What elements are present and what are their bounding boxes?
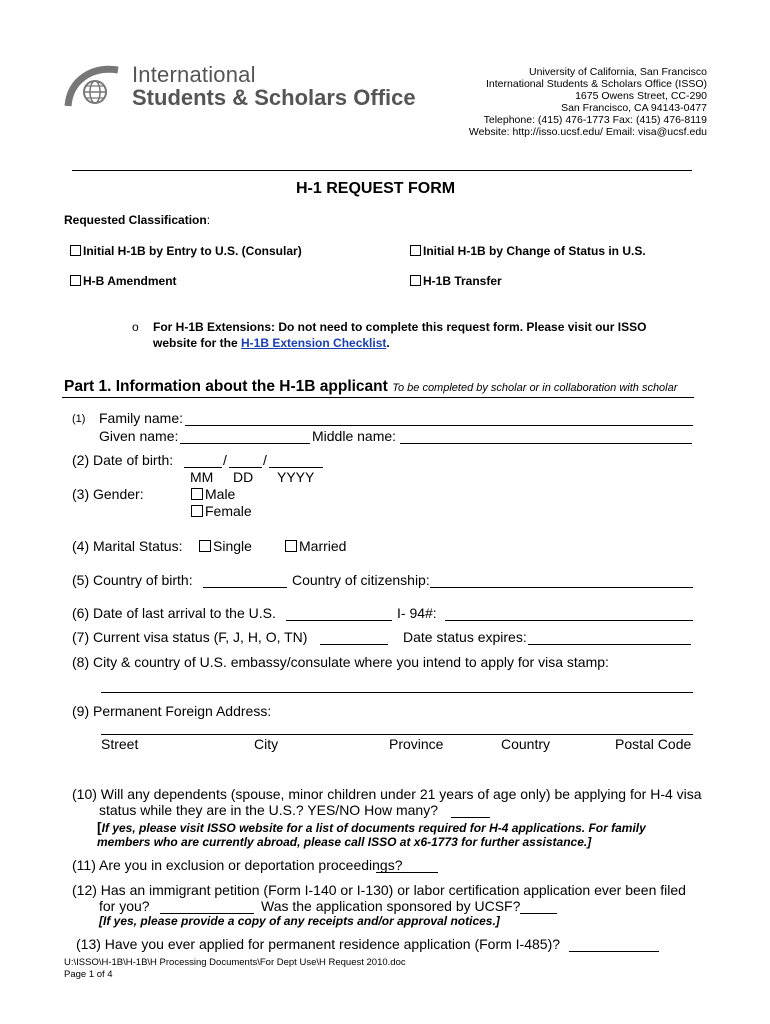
- family-name-field[interactable]: [185, 412, 693, 426]
- part1-note: To be completed by scholar or in collaboration with scholar: [392, 382, 678, 394]
- i94-label: I- 94#:: [397, 605, 437, 621]
- dob-label: (2) Date of birth:: [72, 452, 174, 468]
- middle-name-label: Middle name:: [312, 428, 397, 444]
- address-line: University of California, San Francisco: [529, 66, 707, 78]
- q10-note-line2: members who are currently abroad, please call ISSO at x6-1773 for further assistance.]: [97, 835, 592, 849]
- q10-note-line1: [If yes, please visit ISSO website for a list of documents required for H-4 applications. For family: [97, 819, 646, 835]
- extension-checklist-link[interactable]: H-1B Extension Checklist: [241, 336, 387, 350]
- q13-field[interactable]: [569, 938, 659, 952]
- dob-mm-label: MM: [190, 469, 214, 485]
- isso-logo: [62, 60, 416, 110]
- q12-for-you: for you?: [99, 898, 150, 914]
- middle-name-field[interactable]: [400, 430, 692, 444]
- dob-dd-label: DD: [233, 469, 254, 485]
- q12-line1: (12) Has an immigrant petition (Form I-140 or I-130) or labor certification application ever been filed: [72, 882, 686, 898]
- q12-sponsored: Was the application sponsored by UCSF?: [261, 898, 521, 914]
- requested-classification-label: Requested Classification:: [64, 213, 211, 227]
- q11-field[interactable]: [376, 859, 438, 873]
- address-line: Telephone: (415) 476-1773 Fax: (415) 476-8119: [483, 114, 707, 126]
- foreign-address-label: (9) Permanent Foreign Address:: [72, 703, 272, 719]
- marital-status-label: (4) Marital Status:: [72, 538, 183, 554]
- given-name-field[interactable]: [180, 430, 310, 444]
- form-title: H-1 REQUEST FORM: [296, 180, 456, 197]
- footer-page: Page 1 of 4: [64, 969, 113, 980]
- option-change-status[interactable]: Initial H-1B by Change of Status in U.S.: [410, 244, 646, 258]
- address-line: International Students & Scholars Office (ISSO): [486, 78, 707, 90]
- checkbox[interactable]: [285, 540, 297, 552]
- gender-male[interactable]: Male: [191, 486, 235, 502]
- visa-status-field[interactable]: [320, 631, 388, 645]
- checkbox[interactable]: [191, 488, 203, 500]
- dob-mm-field[interactable]: [184, 454, 222, 468]
- globe-logo-icon: [62, 60, 126, 110]
- gender-label: (3) Gender:: [72, 486, 144, 502]
- q1-num: (1): [72, 413, 86, 425]
- address-province-label: Province: [389, 736, 444, 752]
- address-line: Website: http://isso.ucsf.edu/ Email: visa@ucsf.edu: [468, 126, 707, 138]
- given-name-label: Given name:: [99, 428, 179, 444]
- dob-slash-2: /: [263, 452, 267, 468]
- family-name-label: Family name:: [99, 410, 184, 426]
- option-transfer[interactable]: H-1B Transfer: [410, 274, 502, 288]
- visa-status-label: (7) Current visa status (F, J, H, O, TN): [72, 629, 308, 645]
- i94-field[interactable]: [445, 607, 693, 621]
- q13-label: (13) Have you ever applied for permanent residence application (Form I-485)?: [76, 936, 561, 952]
- option-amendment[interactable]: H-B Amendment: [70, 274, 177, 288]
- birth-country-label: (5) Country of birth:: [72, 572, 193, 588]
- address-street-label: Street: [101, 736, 139, 752]
- address-line: 1675 Owens Street, CC-290: [575, 90, 707, 102]
- dependents-count-field[interactable]: [451, 804, 490, 818]
- checkbox[interactable]: [199, 540, 211, 552]
- dob-yyyy-label: YYYY: [277, 469, 315, 485]
- q12-filed-field[interactable]: [160, 900, 254, 914]
- dob-slash-1: /: [223, 452, 227, 468]
- checkbox[interactable]: [70, 245, 81, 256]
- logo-line-1: International: [132, 62, 256, 87]
- extension-bullet: o: [132, 320, 139, 334]
- q10-line2: status while they are in the U.S.? YES/NO How many?: [99, 802, 439, 818]
- extension-note-line1: For H-1B Extensions: Do not need to complete this request form. Please visit our ISSO: [153, 320, 647, 334]
- citizenship-field[interactable]: [430, 574, 693, 588]
- arrival-date-label: (6) Date of last arrival to the U.S.: [72, 605, 276, 621]
- marital-married[interactable]: Married: [285, 538, 346, 554]
- address-postal-label: Postal Code: [615, 736, 692, 752]
- part1-heading: Part 1. Information about the H-1B applicant To be completed by scholar or in collaboration with scholar: [64, 378, 678, 395]
- marital-single[interactable]: Single: [199, 538, 252, 554]
- q12-note: [If yes, please provide a copy of any receipts and/or approval notices.]: [99, 914, 500, 928]
- citizenship-label: Country of citizenship:: [292, 572, 430, 588]
- logo-line-2: Students & Scholars Office: [132, 85, 416, 110]
- arrival-date-field[interactable]: [286, 607, 392, 621]
- birth-country-field[interactable]: [203, 574, 287, 588]
- address-city-label: City: [254, 736, 279, 752]
- option-consular[interactable]: Initial H-1B by Entry to U.S. (Consular): [70, 244, 302, 258]
- address-line: San Francisco, CA 94143-0477: [561, 102, 707, 114]
- q12-sponsored-field[interactable]: [520, 900, 557, 914]
- extension-note-line2: website for the H-1B Extension Checklist.: [153, 336, 390, 350]
- part1-divider: [62, 397, 694, 398]
- gender-female[interactable]: Female: [191, 503, 252, 519]
- checkbox[interactable]: [410, 245, 421, 256]
- address-block: [469, 66, 707, 138]
- status-expires-label: Date status expires:: [403, 629, 527, 645]
- embassy-field[interactable]: [101, 692, 693, 693]
- q10-line1: (10) Will any dependents (spouse, minor children under 21 years of age only) be applying for H-4 visa: [72, 786, 702, 802]
- q11-label: (11) Are you in exclusion or deportation proceedings?: [72, 857, 403, 873]
- footer-path: U:\ISSO\H-1B\H-1B\H Processing Documents\For Dept Use\H Request 2010.doc: [64, 957, 406, 968]
- status-expires-field[interactable]: [528, 631, 691, 645]
- embassy-label: (8) City & country of U.S. embassy/consulate where you intend to apply for visa stamp:: [72, 654, 609, 670]
- checkbox[interactable]: [70, 275, 81, 286]
- address-country-label: Country: [501, 736, 551, 752]
- foreign-address-field[interactable]: [101, 734, 693, 735]
- checkbox[interactable]: [191, 505, 203, 517]
- header-divider: [72, 170, 692, 171]
- checkbox[interactable]: [410, 275, 421, 286]
- dob-dd-field[interactable]: [229, 454, 262, 468]
- dob-yyyy-field[interactable]: [269, 454, 323, 468]
